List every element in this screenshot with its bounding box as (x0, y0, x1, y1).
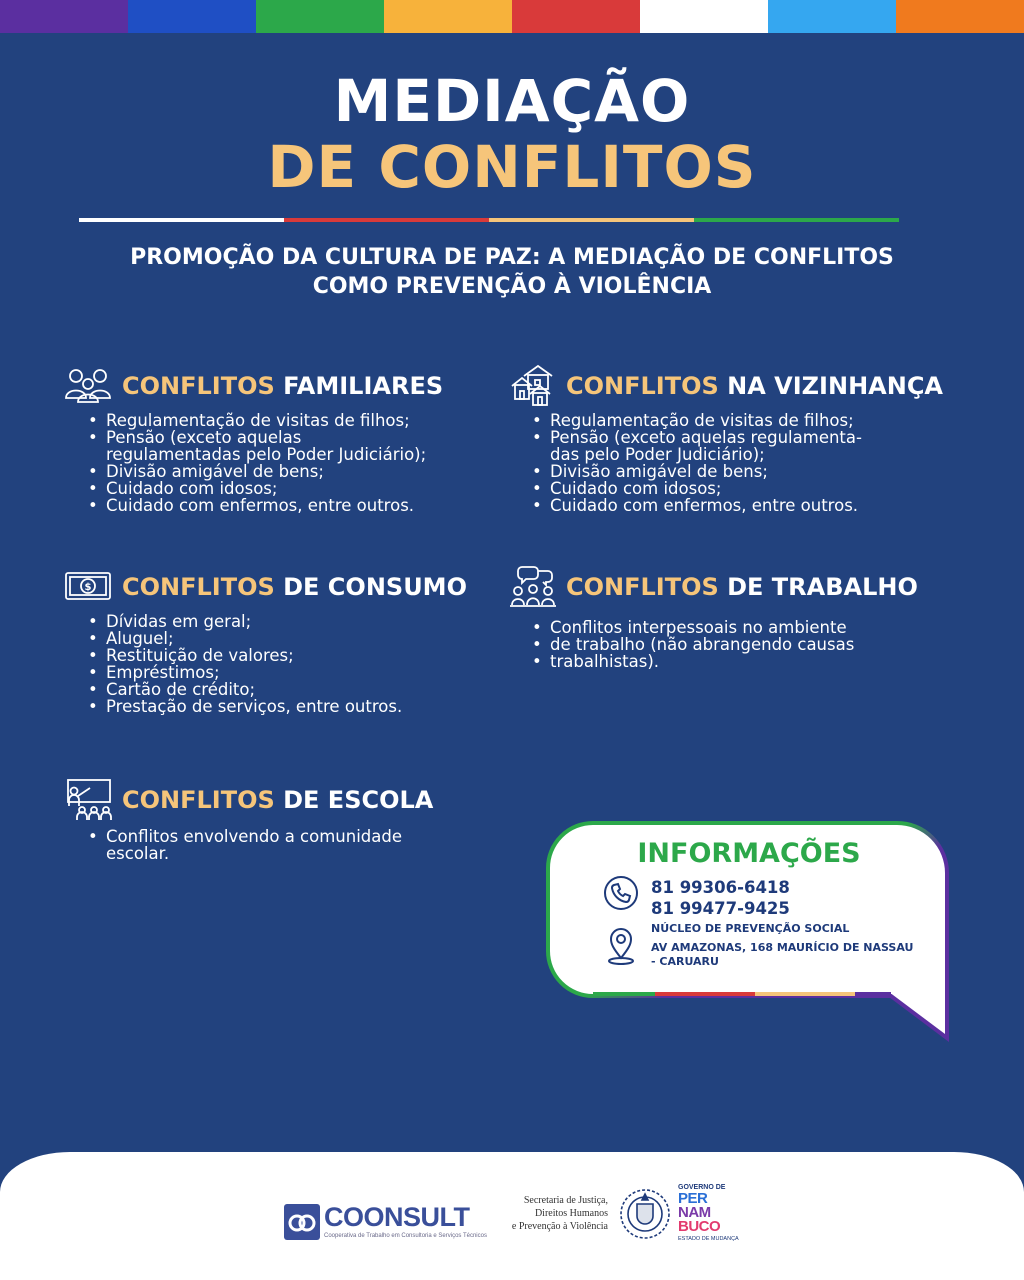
gov-slogan: ESTADO DE MUDANÇA (678, 1236, 739, 1242)
houses-icon (508, 364, 558, 408)
gov-top: GOVERNO DE (678, 1184, 726, 1191)
stripe-segment (128, 0, 256, 33)
divider-segment (694, 218, 899, 222)
coonsult-tagline: Cooperativa de Trabalho em Consultoria e Serviços Técnicos (324, 1233, 487, 1239)
stripe-segment (896, 0, 1024, 33)
gov-line: BUCO (678, 1218, 721, 1235)
list-item: • Pensão (exceto aquelas regulamenta- (532, 429, 943, 446)
list-item: • Dívidas em geral; (88, 613, 467, 630)
section-title: CONFLITOS DE TRABALHO (566, 573, 918, 601)
list-item: • Regulamentação de visitas de filhos; (88, 412, 443, 429)
subtitle-line-2: COMO PREVENÇÃO À VIOLÊNCIA (312, 274, 712, 299)
governo-pernambuco-logo (678, 1184, 758, 1246)
list-item: • Prestação de serviços, entre outros. (88, 698, 467, 715)
list-item: • Pensão (exceto aquelas (88, 429, 443, 446)
coonsult-name: COONSULT (324, 1202, 470, 1232)
section-title: CONFLITOS DE CONSUMO (122, 573, 467, 601)
list-item: • Cuidado com idosos; (88, 480, 443, 497)
list-item: • de trabalho (não abrangendo causas (532, 636, 918, 653)
gov-name (678, 1192, 720, 1234)
title-line-2: DE CONFLITOS (267, 133, 757, 201)
section-familiares (64, 364, 443, 514)
section-escola (64, 778, 433, 862)
item-list (88, 613, 467, 715)
coat-of-arms-icon (617, 1186, 673, 1242)
list-item: escolar. (106, 844, 170, 863)
divider-segment (489, 218, 694, 222)
classroom-icon (64, 778, 114, 822)
stripe-segment (256, 0, 384, 33)
list-item: • Cuidado com idosos; (532, 480, 943, 497)
list-item: • Cartão de crédito; (88, 681, 467, 698)
stripe-segment (0, 0, 128, 33)
meeting-icon (508, 565, 558, 609)
secretaria-line: e Prevenção à Violência (511, 1221, 608, 1232)
gov-line: PER (678, 1190, 708, 1207)
info-organization: NÚCLEO DE PREVENÇÃO SOCIAL (651, 922, 850, 935)
phone-number: 81 99477-9425 (651, 899, 790, 918)
list-item: • Regulamentação de visitas de filhos; (532, 412, 943, 429)
list-item: regulamentadas pelo Poder Judiciário); (106, 445, 427, 464)
section-vizinhanca (508, 364, 943, 514)
svg-text:$: $ (84, 582, 92, 593)
secretaria-line: Secretaria de Justiça, (523, 1195, 608, 1206)
coonsult-logo (284, 1202, 487, 1244)
secretaria-line: Direitos Humanos (534, 1208, 608, 1219)
list-item: • Conflitos interpessoais no ambiente (532, 619, 918, 636)
stripe-segment (384, 0, 512, 33)
title-divider (79, 218, 899, 222)
family-icon (64, 364, 114, 408)
money-icon (64, 565, 114, 609)
list-item: • Divisão amigável de bens; (88, 463, 443, 480)
section-consumo (64, 565, 467, 715)
subtitle-line-1: PROMOÇÃO DA CULTURA DE PAZ: A MEDIAÇÃO DE CONFLITOS (130, 245, 894, 270)
info-bubble (545, 820, 953, 1044)
item-list (532, 619, 918, 670)
item-list (88, 828, 433, 862)
subtitle (40, 243, 984, 301)
footer (0, 1152, 1024, 1280)
list-item: • Aluguel; (88, 630, 467, 647)
location-pin-icon (603, 926, 639, 966)
section-title: CONFLITOS NA VIZINHANÇA (566, 372, 944, 400)
section-trabalho (508, 565, 918, 670)
info-title: INFORMAÇÕES (637, 838, 861, 869)
list-item: • Conflitos envolvendo a comunidade (88, 828, 433, 845)
list-item: • trabalhistas). (532, 653, 918, 670)
list-item: das pelo Poder Judiciário); (550, 445, 765, 464)
list-item: • Divisão amigável de bens; (532, 463, 943, 480)
list-item: • Empréstimos; (88, 664, 467, 681)
item-list (532, 412, 943, 514)
stripe-segment (512, 0, 640, 33)
info-phones (651, 877, 790, 919)
phone-number: 81 99306-6418 (651, 878, 790, 897)
list-item: • Cuidado com enfermos, entre outros. (532, 497, 943, 514)
page-title (0, 67, 1024, 201)
coonsult-mark-icon (284, 1204, 320, 1240)
list-item: • Cuidado com enfermos, entre outros. (88, 497, 443, 514)
item-list (88, 412, 443, 514)
gov-line: NAM (678, 1204, 711, 1221)
divider-segment (284, 218, 489, 222)
title-line-1: MEDIAÇÃO (333, 67, 691, 135)
top-color-stripe (0, 0, 1024, 33)
section-title: CONFLITOS DE ESCOLA (122, 786, 434, 814)
info-address: AV AMAZONAS, 168 MAURÍCIO DE NASSAU - CARUARU (651, 941, 914, 968)
phone-icon (603, 875, 639, 911)
stripe-segment (640, 0, 768, 33)
divider-segment (79, 218, 284, 222)
section-title: CONFLITOS FAMILIARES (122, 372, 444, 400)
secretaria-text (490, 1194, 608, 1233)
list-item: • Restituição de valores; (88, 647, 467, 664)
stripe-segment (768, 0, 896, 33)
